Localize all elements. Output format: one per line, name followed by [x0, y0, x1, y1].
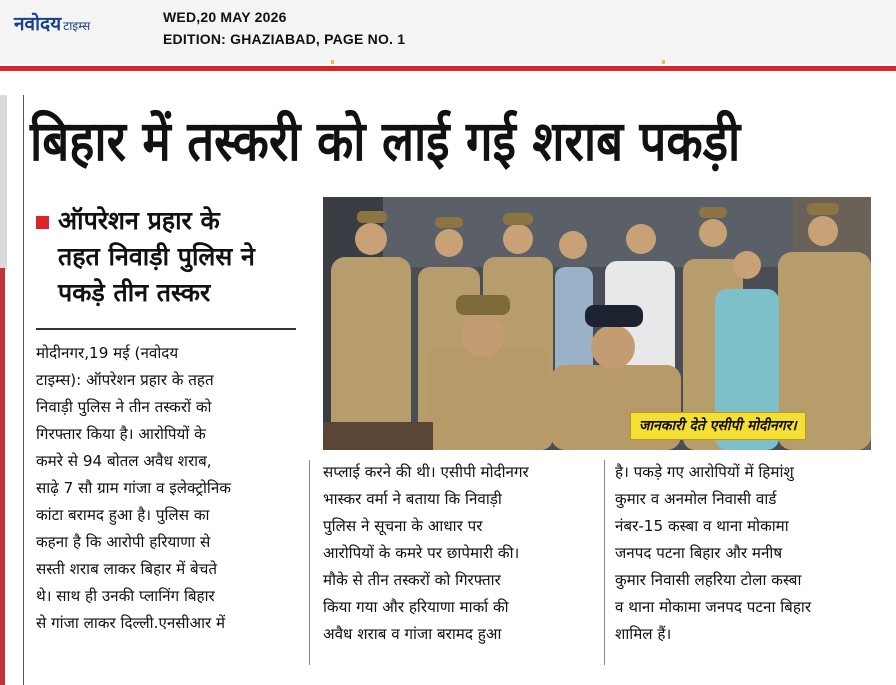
text-line: शामिल हैं। [615, 625, 672, 643]
text-line: मौके से तीन तस्करों को गिरफ्तार [323, 571, 501, 589]
text-line: पुलिस ने सूचना के आधार पर [323, 517, 483, 535]
text-line: कांटा बरामद हुआ है। पुलिस का [36, 506, 210, 524]
text-line: कुमार निवासी लहरिया टोला कस्बा [615, 571, 802, 589]
column-separator [309, 460, 310, 665]
article-column-3 [615, 459, 877, 648]
subhead-line: पकड़े तीन तस्कर [58, 278, 211, 307]
text-line: आरोपियों के कमरे पर छापेमारी की। [323, 544, 520, 562]
subhead-line: तहत निवाड़ी पुलिस ने [58, 242, 255, 271]
text-line: भास्कर वर्मा ने बताया कि निवाड़ी [323, 490, 502, 508]
text-line: जनपद पटना बिहार और मनीष [615, 544, 783, 562]
page-speck [662, 60, 665, 64]
text-line: व थाना मोकामा जनपद पटना बिहार [615, 598, 812, 616]
newspaper-logo[interactable] [14, 10, 90, 36]
adjacent-page-edge [0, 95, 7, 270]
text-line: थे। साथ ही उनकी प्लानिंग बिहार [36, 587, 215, 605]
text-line: कमरे से 94 बोतल अवैध शराब, [36, 452, 212, 470]
logo-sub-text: टाइम्स [63, 19, 91, 33]
masthead-rule [0, 66, 896, 71]
text-line: गिरफ्तार किया है। आरोपियों के [36, 425, 206, 443]
text-line: नंबर-15 कस्बा व थाना मोकामा [615, 517, 789, 535]
text-line: है। पकड़े गए आरोपियों में हिमांशु [615, 463, 794, 481]
text-line: अवैध शराब व गांजा बरामद हुआ [323, 625, 502, 643]
text-line: टाइम्स): ऑपरेशन प्रहार के तहत [36, 371, 214, 389]
text-line: सस्ती शराब लाकर बिहार में बेचते [36, 560, 218, 578]
masthead-bar [0, 0, 896, 64]
text-line: किया गया और हरियाणा मार्का की [323, 598, 509, 616]
subhead-rule [36, 328, 296, 330]
article-column-2 [323, 459, 593, 648]
column-separator [604, 460, 605, 665]
article-headline: बिहार में तस्करी को लाई गई शराब पकड़ी [30, 109, 741, 173]
edition-date: WED,20 MAY 2026 [163, 9, 287, 25]
text-line: मोदीनगर,19 मई (नवोदय [36, 344, 179, 362]
subhead-bullet-icon [36, 216, 49, 229]
logo-main-text: नवोदय [14, 13, 62, 35]
photo-caption: जानकारी देते एसीपी मोदीनगर। [630, 412, 806, 440]
adjacent-page-edge-red [0, 268, 5, 685]
text-line: कुमार व अनमोल निवासी वार्ड [615, 490, 777, 508]
article-column-1 [36, 340, 298, 637]
text-line: निवाड़ी पुलिस ने तीन तस्करों को [36, 398, 212, 416]
subhead-line: ऑपरेशन प्रहार के [58, 206, 220, 235]
text-line: सप्लाई करने की थी। एसीपी मोदीनगर [323, 463, 529, 481]
text-line: से गांजा लाकर दिल्ली.एनसीआर में [36, 614, 226, 632]
page-speck [331, 60, 334, 64]
column-rule [23, 95, 24, 685]
edition-info: EDITION: GHAZIABAD, PAGE NO. 1 [163, 31, 406, 47]
text-line: कहना है कि आरोपी हरियाणा से [36, 533, 211, 551]
text-line: साढ़े 7 सौ ग्राम गांजा व इलेक्ट्रोनिक [36, 479, 231, 497]
